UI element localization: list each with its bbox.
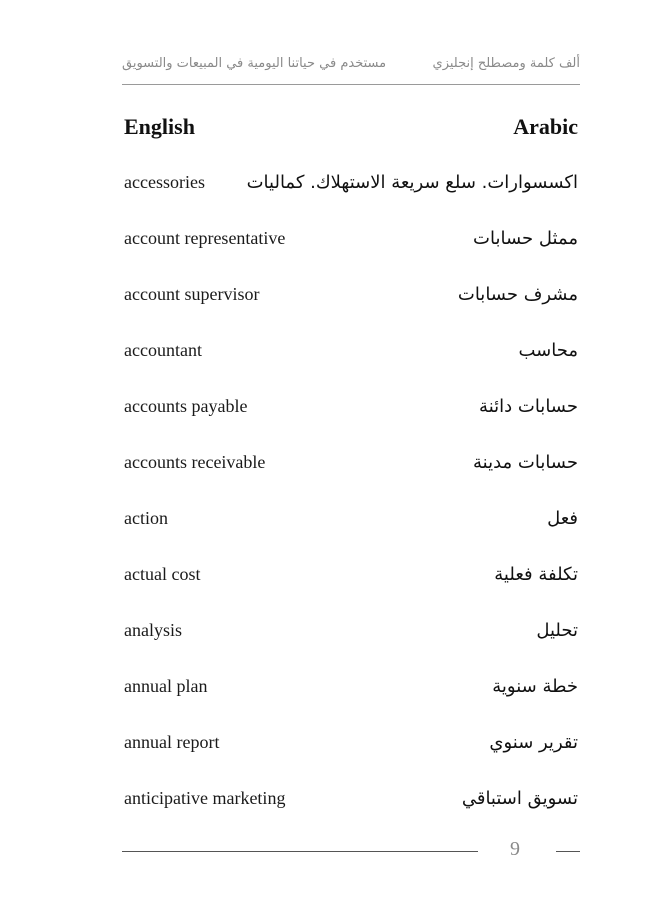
english-term: account representative bbox=[124, 228, 286, 248]
glossary-entry bbox=[124, 788, 578, 844]
footer-rule-short bbox=[556, 851, 580, 852]
glossary-entry bbox=[124, 564, 578, 620]
header-rule bbox=[122, 84, 580, 85]
english-term: accountant bbox=[124, 340, 202, 360]
glossary-entry bbox=[124, 732, 578, 788]
arabic-term: تكلفة فعلية bbox=[494, 564, 578, 585]
arabic-term: ممثل حسابات bbox=[473, 228, 578, 249]
glossary-entry bbox=[124, 172, 578, 228]
arabic-term: مشرف حسابات bbox=[457, 284, 578, 305]
arabic-term: اكسسوارات. سلع سريعة الاستهلاك. كماليات bbox=[246, 172, 578, 193]
arabic-column-heading: Arabic bbox=[513, 114, 578, 139]
footer-rule bbox=[122, 851, 478, 852]
english-term: annual plan bbox=[124, 676, 208, 696]
arabic-term: خطة سنوية bbox=[492, 676, 578, 697]
english-column-heading: English bbox=[124, 114, 195, 139]
glossary-entry bbox=[124, 284, 578, 340]
glossary-entry bbox=[124, 452, 578, 508]
arabic-term: فعل bbox=[547, 508, 578, 529]
arabic-term: تقرير سنوي bbox=[489, 732, 578, 753]
arabic-term: محاسب bbox=[518, 340, 578, 361]
running-header bbox=[122, 56, 580, 71]
glossary-list bbox=[124, 172, 578, 844]
glossary-entry bbox=[124, 228, 578, 284]
glossary-entry bbox=[124, 340, 578, 396]
english-term: actual cost bbox=[124, 564, 201, 584]
english-term: accessories bbox=[124, 172, 205, 192]
glossary-entry bbox=[124, 508, 578, 564]
glossary-entry bbox=[124, 620, 578, 676]
english-term: accounts payable bbox=[124, 396, 248, 416]
page-number: 9 bbox=[510, 838, 520, 860]
english-term: action bbox=[124, 508, 168, 528]
book-subtitle: مستخدم في حياتنا اليومية في المبيعات والتسويق bbox=[122, 56, 387, 71]
english-term: analysis bbox=[124, 620, 182, 640]
arabic-term: تسويق استباقي bbox=[461, 788, 578, 809]
arabic-term: حسابات مدينة bbox=[472, 452, 578, 473]
english-term: anticipative marketing bbox=[124, 788, 286, 808]
english-term: annual report bbox=[124, 732, 220, 752]
arabic-term: حسابات دائنة bbox=[479, 396, 578, 417]
arabic-term: تحليل bbox=[536, 620, 578, 641]
glossary-entry bbox=[124, 396, 578, 452]
book-title: ألف كلمة ومصطلح إنجليزي bbox=[432, 56, 580, 71]
glossary-entry bbox=[124, 676, 578, 732]
english-term: account supervisor bbox=[124, 284, 260, 304]
english-term: accounts receivable bbox=[124, 452, 266, 472]
